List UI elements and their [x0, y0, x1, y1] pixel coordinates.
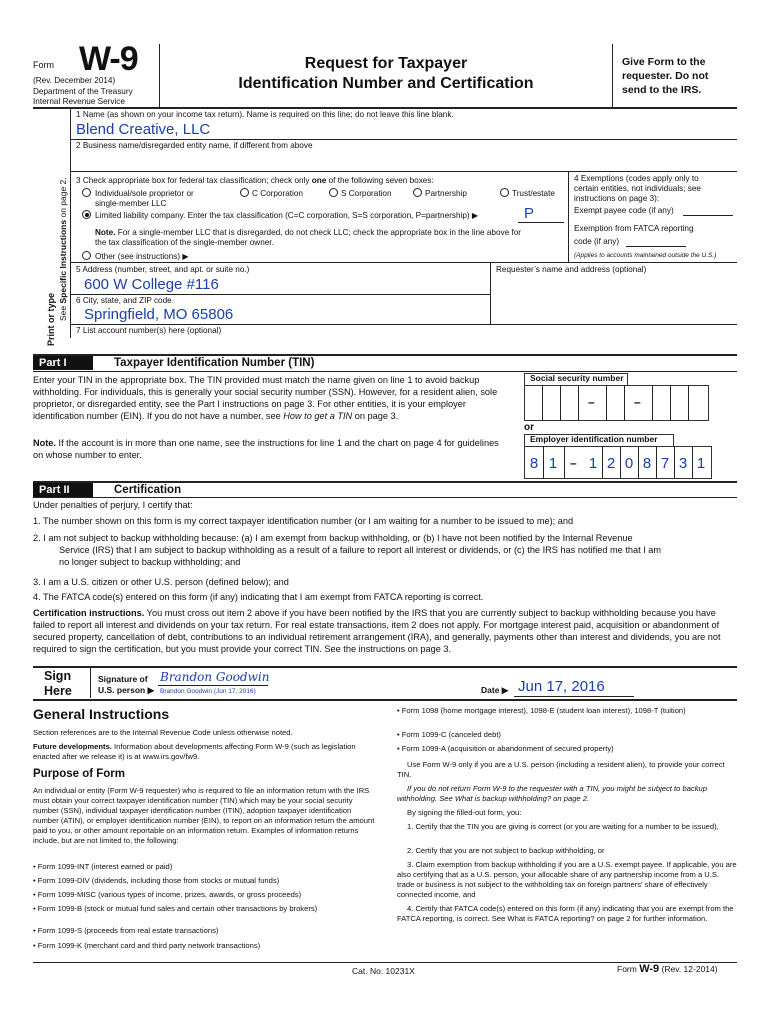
trust-label: Trust/estate: [512, 189, 555, 198]
cat-number: Cat. No. 10231X: [352, 966, 415, 976]
footer-form: [617, 963, 718, 975]
part2-intro: Under penalties of perjury, I certify that:: [33, 500, 193, 510]
s-corp-radio[interactable]: [329, 188, 338, 197]
address-field[interactable]: 600 W College #116: [84, 276, 219, 293]
exemptions-line1: 4 Exemptions (codes apply only to: [574, 174, 699, 183]
date-label: Date ▶: [481, 685, 509, 695]
cert-item2c: no longer subject to backup withholding; and: [59, 557, 241, 567]
irs-label: Internal Revenue Service: [33, 97, 125, 106]
note-bold: Note.: [95, 228, 116, 237]
general-title: General Instructions: [33, 706, 170, 722]
line6-label: 6 City, state, and ZIP code: [76, 296, 172, 305]
form-title-line1: Request for Taxpayer: [304, 55, 468, 72]
llc-classification-field[interactable]: P: [524, 205, 535, 222]
left-bullet-3: • Form 1099-MISC (various types of income, prizes, awards, or gross proceeds): [33, 890, 302, 899]
part1-tag: Part I: [33, 356, 93, 370]
ein-digit-3: 1: [588, 455, 598, 472]
part1-text-end: on page 3.: [352, 411, 399, 422]
note-line1: [95, 228, 521, 238]
requester-label: Requester’s name and address (optional): [496, 265, 647, 274]
partnership-label: Partnership: [425, 189, 467, 198]
by-signing-text: By signing the filled-out form, you:: [407, 808, 522, 817]
right-bullet-3: • Form 1099-A (acquisition or abandonment of secured property): [397, 744, 614, 753]
right-bullet-1: • Form 1098 (home mortgage interest), 1098-E (student loan interest), 1098-T (tuition): [397, 706, 686, 715]
left-bullet-5: • Form 1099-S (proceeds from real estate transactions): [33, 926, 219, 935]
fd-text: Information about developments affecting Form W-9 (such as legislation enacted after we release it) is at www.irs.gov/fw9.: [33, 742, 356, 762]
ein-digit-1: 8: [529, 455, 539, 472]
other-radio[interactable]: [82, 251, 91, 260]
left-bullet-1: • Form 1099-INT (interest earned or paid): [33, 862, 173, 871]
business-name-field[interactable]: [76, 153, 736, 169]
exemptions-line3: instructions on page 3):: [574, 194, 660, 203]
ssn-field[interactable]: [524, 385, 709, 421]
form-word: Form: [33, 60, 54, 70]
s-corp-label: S Corporation: [341, 189, 392, 198]
ssn-dash-2: –: [634, 395, 641, 409]
general-p1: Section references are to the Internal Revenue Code unless otherwise noted.: [33, 728, 293, 737]
partnership-radio[interactable]: [413, 188, 422, 197]
trust-radio[interactable]: [500, 188, 509, 197]
purpose-title: Purpose of Form: [33, 768, 126, 780]
give-form-line3: send to the IRS.: [622, 84, 702, 96]
give-form-line2: requester. Do not: [622, 70, 709, 82]
individual-radio[interactable]: [82, 188, 91, 197]
ssn-dash-1: –: [588, 395, 595, 409]
applies-note: (Applies to accounts maintained outside the U.S.): [574, 252, 717, 259]
part1-title: Taxpayer Identification Number (TIN): [114, 357, 315, 369]
form-title-line2: Identification Number and Certification: [238, 75, 534, 92]
sign-label: Sign: [44, 669, 72, 683]
department: Department of the Treasury: [33, 87, 133, 96]
part2-tag: Part II: [33, 483, 93, 497]
fatca-label1: Exemption from FATCA reporting: [574, 224, 694, 233]
city-field[interactable]: Springfield, MO 65806: [84, 306, 234, 323]
cert-item2a: 2. I am not subject to backup withholding because: (a) I am exempt from backup withholding, or (b) I have not been notified by the Internal Revenue: [33, 533, 633, 543]
ein-digit-2: 1: [548, 455, 558, 472]
line3-label-bold: one: [311, 176, 327, 185]
other-label: Other (see instructions) ▶: [95, 252, 189, 261]
line2-label: 2 Business name/disregarded entity name, if different from above: [76, 141, 313, 150]
see-prefix: See: [58, 303, 68, 321]
ein-digit-5: 0: [624, 455, 634, 472]
ssn-label: Social security number: [530, 373, 624, 383]
give-form-line1: Give Form to the: [622, 56, 706, 68]
ein-label: Employer identification number: [530, 434, 658, 444]
ein-digit-6: 8: [642, 455, 652, 472]
right-item-2: 2. Certify that you are not subject to backup withholding, or: [407, 846, 605, 855]
left-bullet-2: • Form 1099-DIV (dividends, including those from stocks or mutual funds): [33, 876, 280, 885]
note-line2: the tax classification of the single-member owner.: [95, 238, 274, 247]
name-field[interactable]: Blend Creative, LLC: [76, 121, 211, 138]
cert-item4: 4. The FATCA code(s) entered on this form (if any) indicating that I am exempt from FATCA reporting is correct.: [33, 592, 484, 602]
fatca-code-field[interactable]: [626, 246, 686, 247]
revision: (Rev. December 2014): [33, 76, 116, 85]
fd-bold: Future developments.: [33, 742, 112, 751]
llc-radio[interactable]: [82, 210, 91, 219]
ein-dash: –: [570, 456, 577, 470]
footer-w9: W-9: [639, 963, 660, 975]
c-corp-radio[interactable]: [240, 188, 249, 197]
specific-instructions-label: [58, 177, 68, 321]
exemptions-line2: certain entities, not individuals; see: [574, 184, 701, 193]
use-form-text: Use Form W-9 only if you are a U.S. person (including a resident alien), to provide your correct TIN.: [397, 760, 725, 780]
line7-label: 7 List account number(s) here (optional): [76, 326, 222, 335]
right-item-1: 1. Certify that the TIN you are giving is correct (or you are waiting for a number to be issued),: [407, 822, 719, 831]
print-or-type-label: [46, 293, 56, 346]
ein-digit-4: 2: [606, 455, 616, 472]
here-label: Here: [44, 684, 72, 698]
future-developments: [33, 742, 378, 762]
signature-of-label: Signature of: [98, 674, 148, 684]
signature-field[interactable]: Brandon Goodwin: [160, 670, 270, 684]
left-bullet-4: • Form 1099-B (stock or mutual fund sales and certain other transactions by brokers): [33, 904, 318, 913]
if-not-text: If you do not return Form W-9 to the requester with a TIN, you might be subject to backup withholding. See What is backup withholding? on page 2.: [397, 784, 707, 804]
account-number-field[interactable]: [76, 337, 736, 351]
cert-instructions-bold: Certification instructions.: [33, 608, 145, 618]
form-number: W-9: [79, 40, 138, 78]
individual-label: Individual/sole proprietor or: [95, 189, 194, 198]
right-bullet-2: • Form 1099-C (canceled debt): [397, 730, 501, 739]
purpose-text: An individual or entity (Form W-9 requester) who is required to file an information return with the IRS must obtain your correct taxpayer identification number (TIN) which may be your social security number (SSN), individual taxpayer identification number (ITIN), adoption taxpayer identification number (ATIN), or employer identification number (EIN), to report on an information return the amount paid to you, or other amount reportable on an information return. Examples of information returns include, but are not limited to, the following:: [33, 786, 375, 846]
footer-form-word: Form: [617, 964, 640, 974]
c-corp-label: C Corporation: [252, 189, 303, 198]
fatca-label2: code (if any): [574, 237, 620, 246]
line3-label-a: 3 Check appropriate box for federal tax classification; check only: [76, 176, 312, 185]
part1-text: [33, 374, 511, 423]
cert-instructions: [33, 607, 737, 656]
left-bullet-6: • Form 1099-K (merchant card and third party network transactions): [33, 941, 261, 950]
part1-text-main: Enter your TIN in the appropriate box. The TIN provided must match the name given on line 1 to avoid backup withholding. For individuals, this is generally your social security number (SSN). However, for a resident alien, sole proprietor, or disregarded entity, see the Part I instructions on page 3. For other entities, it is your employer identification number (EIN). If you do not have a number, see: [33, 375, 498, 422]
see-bold: Specific Instructions: [58, 219, 68, 304]
note-text1: For a single-member LLC that is disregarded, do not check LLC; check the appropriate box in the line above for: [115, 228, 521, 237]
cert-item1: 1. The number shown on this form is my correct taxpayer identification number (or I am waiting for a number to be issued to me); and: [33, 516, 574, 526]
right-item-3: 3. Claim exemption from backup withholding if you are a U.S. exempt payee. If applicable, you are also certifying that as a U.S. person, your allocable share of any partnership income from a U.S. trade or business is not subject to the withholding tax on foreign partners' share of effectively connected income, and: [397, 860, 737, 900]
part1-note-bold: Note.: [33, 438, 56, 448]
line3-label-b: of the following seven boxes:: [326, 176, 434, 185]
cert-instructions-text: You must cross out item 2 above if you have been notified by the IRS that you are currently subject to backup withholding because you have failed to report all interest and dividends on your tax return. For real estate transactions, item 2 does not apply. For mortgage interest paid, acquisition or abandonment of secured property, cancellation of debt, contributions to an individual retirement arrangement (IRA), and generally, payments other than interest and dividends, you are not required to sign the certification, but you must provide your correct TIN. See the instructions on page 3.: [33, 608, 721, 655]
line5-label: 5 Address (number, street, and apt. or suite no.): [76, 265, 250, 274]
date-field[interactable]: Jun 17, 2016: [518, 678, 605, 695]
individual-label2: single-member LLC: [95, 199, 167, 208]
or-label: or: [524, 422, 534, 433]
line3-label: [76, 176, 434, 186]
exempt-payee-label: Exempt payee code (if any): [574, 206, 674, 215]
us-person-label: U.S. person ▶: [98, 685, 155, 695]
part1-text-italic: How to get a TIN: [283, 411, 353, 422]
part2-title: Certification: [114, 484, 182, 496]
ein-digit-8: 3: [678, 455, 688, 472]
cert-item3: 3. I am a U.S. citizen or other U.S. person (defined below); and: [33, 577, 289, 587]
ein-digit-9: 1: [696, 455, 706, 472]
ein-digit-7: 7: [660, 455, 670, 472]
line1-label: 1 Name (as shown on your income tax return). Name is required on this line; do not leave this line blank.: [76, 110, 454, 119]
exempt-payee-field[interactable]: [683, 215, 733, 216]
right-item-4: 4. Certify that FATCA code(s) entered on this form (if any) indicating that you are exempt from the FATCA reporting, is correct. See What is FATCA reporting? on page 2 for further information.: [397, 904, 734, 924]
part1-note: [33, 437, 511, 461]
footer-rev: (Rev. 12-2014): [659, 964, 718, 974]
signature-caption: Brandon Goodwin (Jun 17, 2016): [160, 688, 256, 695]
print-or-type-text: Print or type: [46, 292, 56, 346]
llc-label: Limited liability company. Enter the tax classification (C=C corporation, S=S corporation, P=partnership) ▶: [95, 211, 479, 220]
part1-note-text: If the account is in more than one name, see the instructions for line 1 and the chart on page 4 for guidelines on whose number to enter.: [33, 438, 499, 461]
cert-item2b: Service (IRS) that I am subject to backup withholding as a result of a failure to report all interest or dividends, or (c) the IRS has notified me that I am: [59, 545, 662, 555]
see-suffix: on page 2.: [58, 177, 68, 220]
